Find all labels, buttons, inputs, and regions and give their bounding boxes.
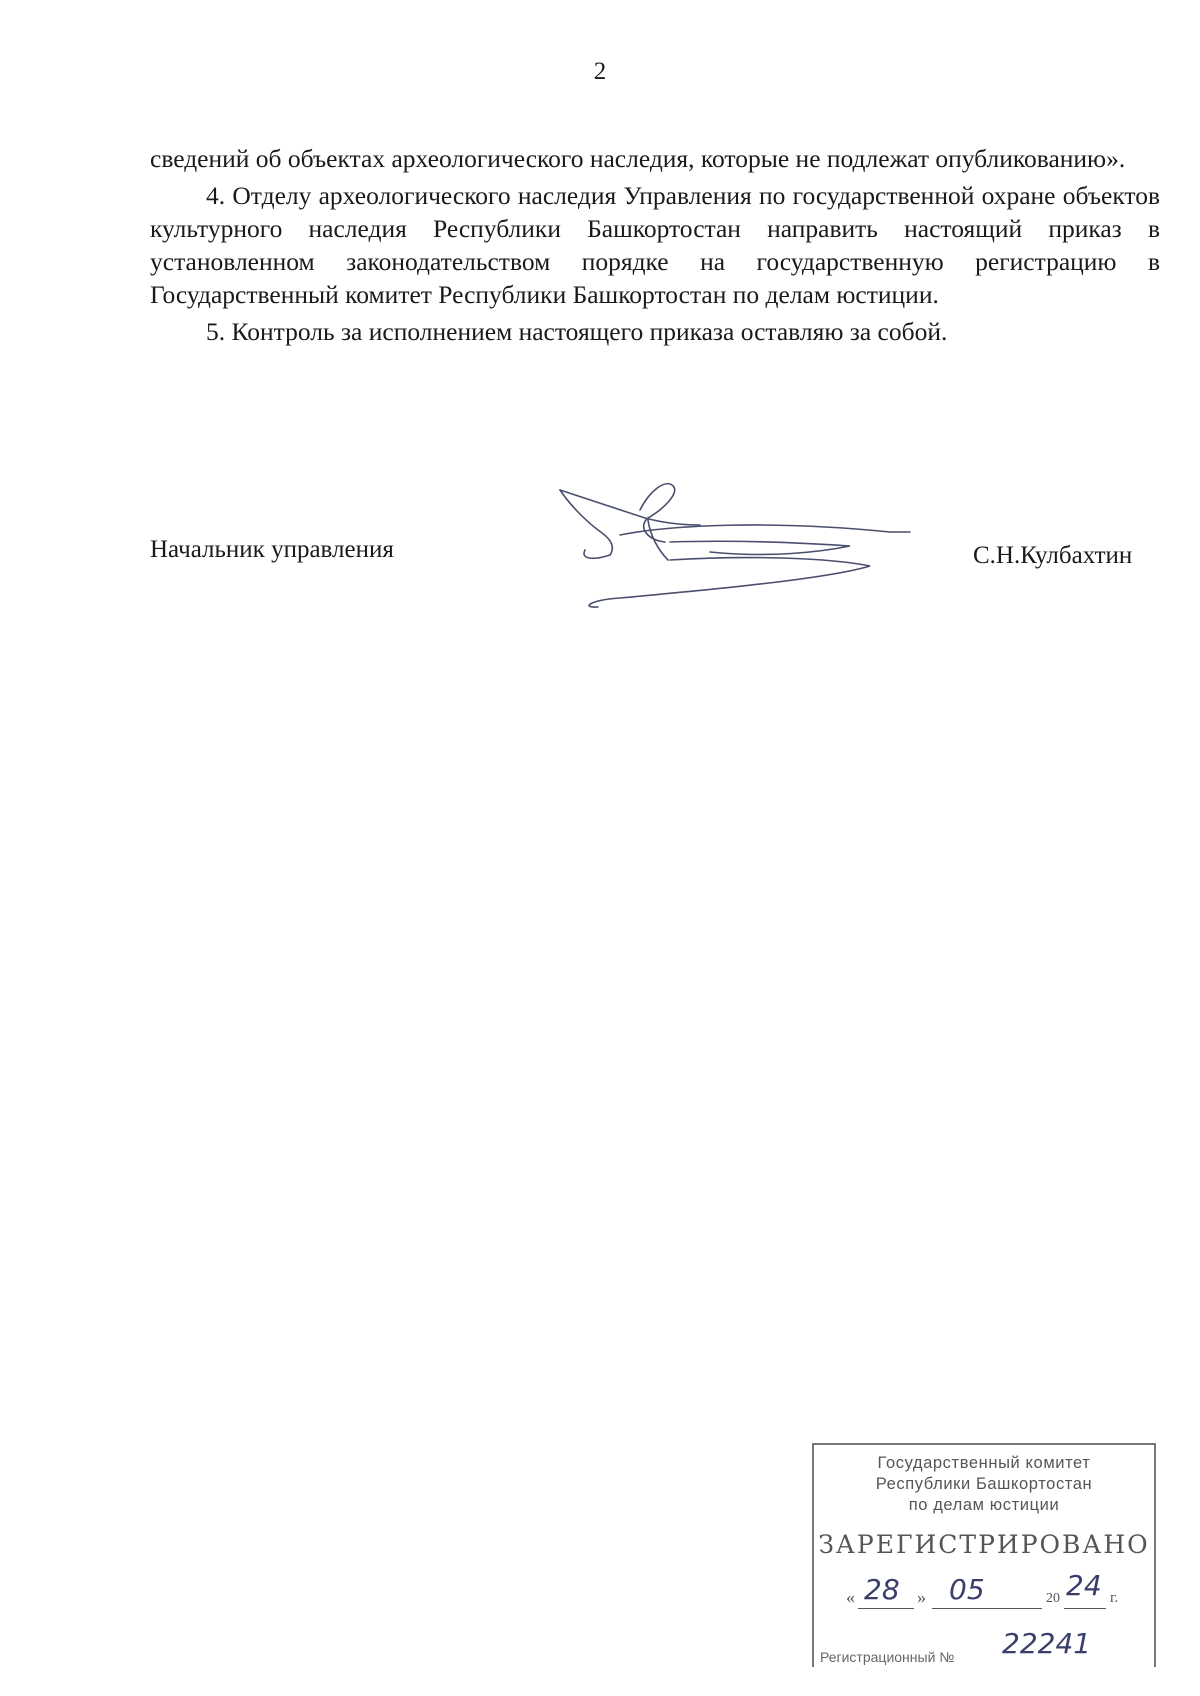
- registration-stamp: [812, 1443, 1156, 1667]
- stamp-organization: [814, 1453, 1154, 1516]
- stamp-org-line: Республики Башкортостан: [875, 1475, 1093, 1493]
- quote-close: »: [917, 1587, 926, 1607]
- signatory-title: Начальник управления: [150, 536, 394, 563]
- stamp-date: [814, 1569, 1154, 1613]
- stamp-month: 05: [949, 1573, 985, 1606]
- stamp-registration: [820, 1627, 1150, 1667]
- stamp-status: ЗАРЕГИСТРИРОВАНО: [818, 1530, 1150, 1559]
- paragraph-item-5: 5. Контроль за исполнением настоящего приказа оставляю за собой.: [206, 317, 948, 346]
- document-body: [150, 142, 1160, 348]
- stamp-day: 28: [864, 1573, 900, 1606]
- paragraph-continuation: сведений об объектах археологического наследия, которые не подлежат опубликованию».: [150, 144, 1126, 173]
- stamp-reg-number: 22241: [1002, 1627, 1092, 1660]
- page-number: 2: [593, 58, 607, 85]
- signatory-name: С.Н.Кулбахтин: [973, 542, 1133, 569]
- stamp-year-unit: г.: [1110, 1590, 1119, 1606]
- stamp-year: 24: [1066, 1569, 1102, 1602]
- stamp-org-line: Государственный комитет: [877, 1454, 1091, 1472]
- handwritten-signature: [550, 480, 930, 610]
- stamp-org-line: по делам юстиции: [908, 1496, 1060, 1514]
- stamp-year-prefix: 20: [1046, 1591, 1060, 1606]
- stamp-reg-label: Регистрационный №: [820, 1649, 955, 1665]
- quote-open: «: [846, 1587, 855, 1607]
- paragraph-item-4: 4. Отделу археологического наследия Управления по государственной охране объектов культурного наследия Республики Башкортостан направить настоящий приказ в установленном законодательством порядке на государственную регистрацию в Государственный комитет Республики Башкортостан по делам юстиции.: [150, 181, 1160, 309]
